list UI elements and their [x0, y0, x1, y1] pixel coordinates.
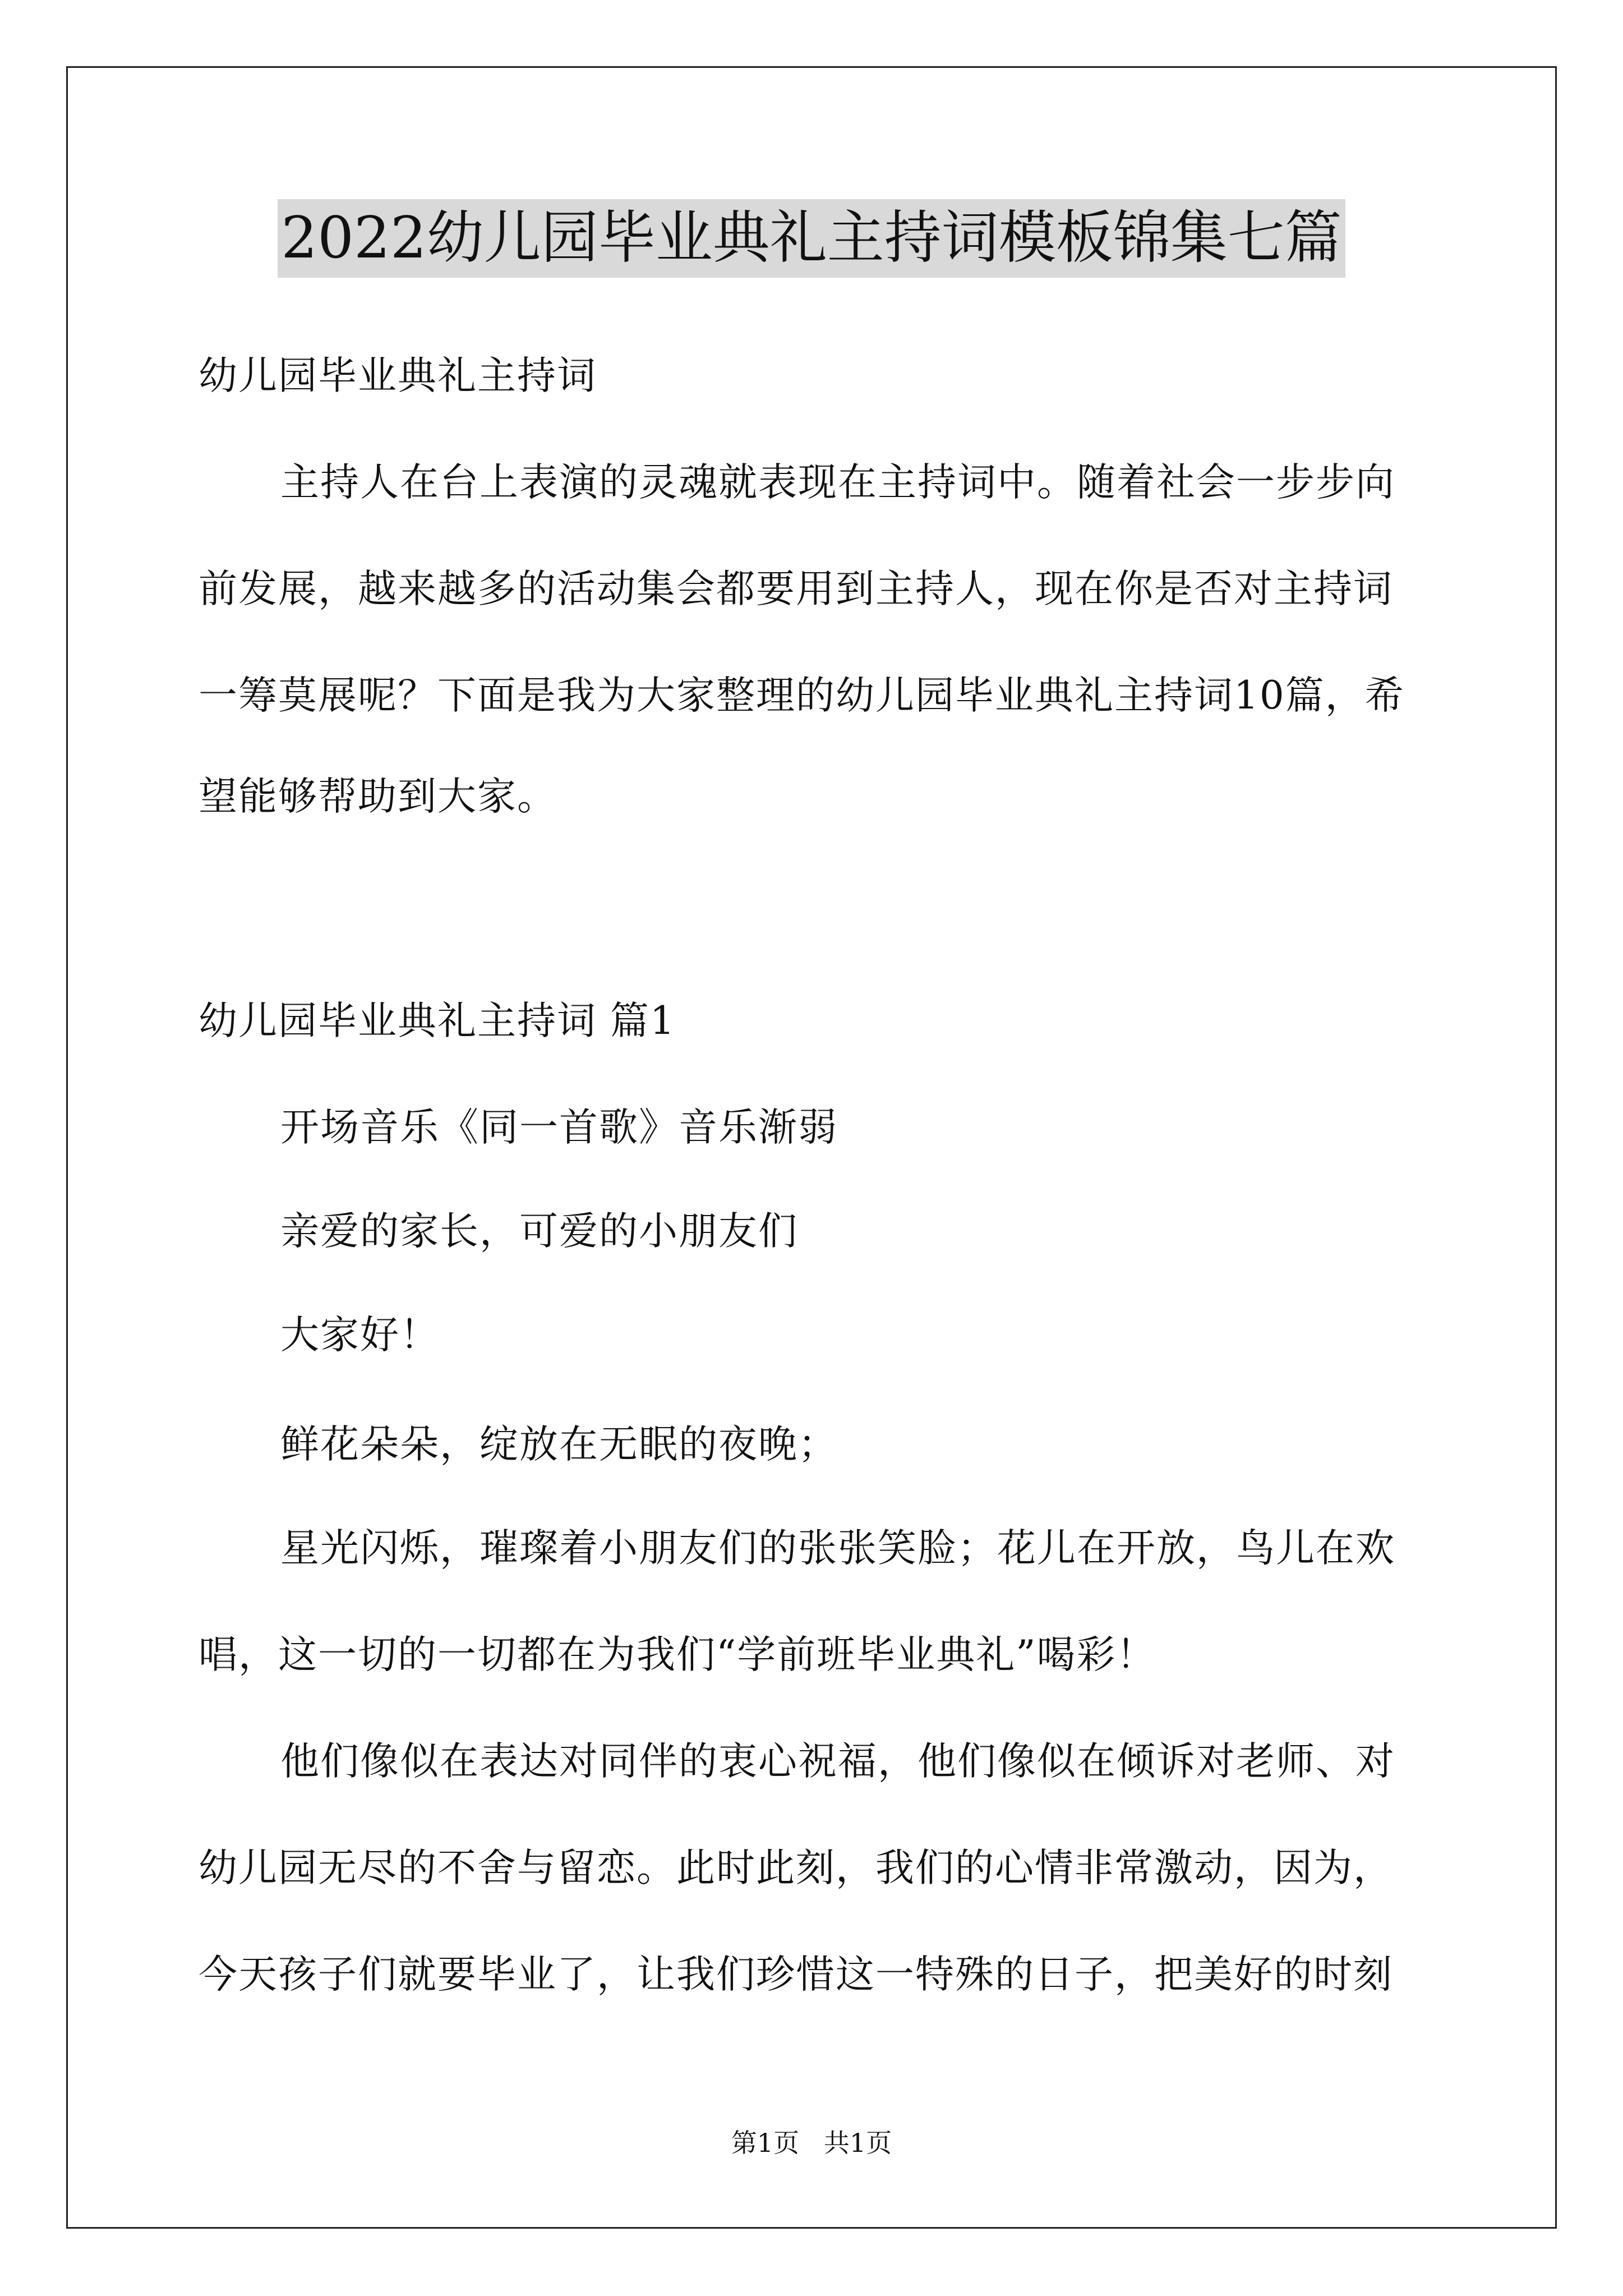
section-heading: 幼儿园毕业典礼主持词 篇1 [199, 999, 676, 1043]
paragraph-line: 今天孩子们就要毕业了，让我们珍惜这一特殊的日子，把美好的时刻 [199, 1952, 1393, 1997]
paragraph-line: 望能够帮助到大家。 [199, 774, 557, 819]
page-footer: 第1页 共1页 [731, 2128, 892, 2158]
paragraph-line: 前发展，越来越多的活动集会都要用到主持人，现在你是否对主持词 [199, 567, 1393, 611]
paragraph-line: 大家好！ [280, 1313, 440, 1358]
paragraph-line: 一筹莫展呢？下面是我为大家整理的幼儿园毕业典礼主持词10篇，希 [199, 673, 1405, 718]
paragraph-line: 开场音乐《同一首歌》音乐渐弱 [280, 1105, 838, 1150]
title-container [0, 199, 1623, 278]
paragraph-line: 鲜花朵朵，绽放在无眠的夜晚； [280, 1422, 838, 1467]
paragraph-line: 他们像似在表达对同伴的衷心祝福，他们像似在倾诉对老师、对 [280, 1739, 1395, 1784]
paragraph-line: 幼儿园无尽的不舍与留恋。此时此刻，我们的心情非常激动，因为， [199, 1846, 1393, 1890]
paragraph-line: 亲爱的家长，可爱的小朋友们 [280, 1209, 798, 1254]
paragraph-line: 唱，这一切的一切都在为我们“学前班毕业典礼”喝彩！ [199, 1632, 1156, 1677]
document-title: 2022幼儿园毕业典礼主持词模板锦集七篇 [278, 199, 1345, 278]
paragraph-line: 星光闪烁，璀璨着小朋友们的张张笑脸；花儿在开放，鸟儿在欢 [280, 1526, 1395, 1571]
section-heading: 幼儿园毕业典礼主持词 [199, 353, 597, 398]
paragraph-line: 主持人在台上表演的灵魂就表现在主持词中。随着社会一步步向 [280, 460, 1395, 505]
